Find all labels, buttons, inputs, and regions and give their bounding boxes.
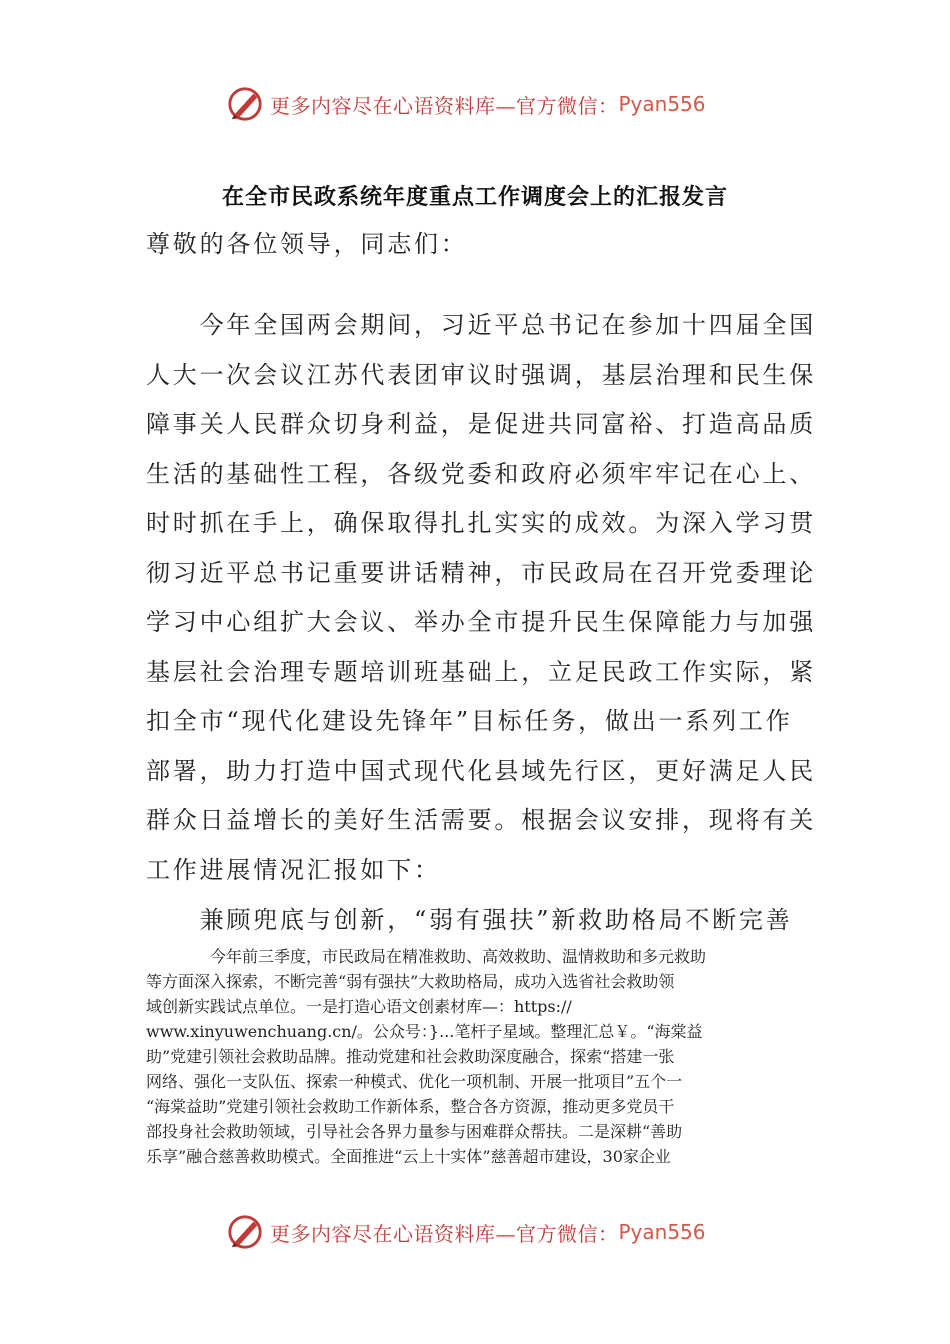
banner-brand-text: 更多内容尽在心语资料库—官方微信： — [270, 1221, 619, 1246]
body-line: 助”党建引领社会救助品牌。推动党建和社会救助深度融合，探索“搭建一张 — [146, 1047, 675, 1066]
footer-banner — [226, 1212, 706, 1252]
pen-logo-icon — [226, 85, 264, 123]
body-line: www.xinyuwenchuang.cn/。公众号：}...笔杆子星域。整理汇总￥。“海棠益 — [146, 1022, 703, 1041]
intro-line: 人大一次会议江苏代表团审议时强调，基层治理和民生保 — [146, 361, 816, 389]
banner-brand-text: 更多内容尽在心语资料库—官方微信： — [270, 93, 619, 118]
body-line: “海棠益助”党建引领社会救助工作新体系，整合各方资源，推动更多党员干 — [146, 1097, 675, 1116]
intro-line: 学习中心组扩大会议、举办全市提升民生保障能力与加强 — [146, 608, 816, 636]
banner-wechat-id: Pyan556 — [618, 1220, 706, 1244]
intro-line: 部署，助力打造中国式现代化县域先行区，更好满足人民 — [146, 757, 816, 785]
body-line: 网络、强化一支队伍、探索一种模式、优化一项机制、开展一批项目”五个一 — [146, 1072, 683, 1091]
intro-line: 时时抓在手上，确保取得扎扎实实的成效。为深入学习贯 — [146, 509, 816, 537]
body-line: 域创新实践试点单位。一是打造心语文创素材库—：https:// — [146, 997, 572, 1016]
salutation: 尊敬的各位领导，同志们： — [146, 230, 468, 258]
body-line: 部投身社会救助领域，引导社会各界力量参与困难群众帮扶。二是深耕“善助 — [146, 1122, 683, 1141]
intro-line: 群众日益增长的美好生活需要。根据会议安排，现将有关 — [146, 806, 816, 834]
intro-line: 工作进展情况汇报如下： — [146, 856, 441, 884]
pen-logo-icon — [226, 1213, 264, 1251]
intro-line: 扣全市“现代化建设先锋年”目标任务，做出一系列工作 — [146, 707, 793, 735]
document-title: 在全市民政系统年度重点工作调度会上的汇报发言 — [221, 185, 728, 210]
intro-line: 今年全国两会期间，习近平总书记在参加十四届全国 — [146, 311, 816, 339]
intro-line: 彻习近平总书记重要讲话精神，市民政局在召开党委理论 — [146, 559, 816, 587]
intro-line: 基层社会治理专题培训班基础上，立足民政工作实际，紧 — [146, 658, 816, 686]
body-line: 等方面深入探索，不断完善“弱有强扶”大救助格局，成功入选省社会救助领 — [146, 972, 675, 991]
header-banner — [226, 84, 706, 124]
intro-line: 生活的基础性工程，各级党委和政府必须牢牢记在心上、 — [146, 460, 816, 488]
intro-line: 障事关人民群众切身利益，是促进共同富裕、打造高品质 — [146, 410, 816, 438]
banner-wechat-id: Pyan556 — [618, 92, 706, 116]
body-line: 今年前三季度，市民政局在精准救助、高效救助、温情救助和多元救助 — [146, 947, 707, 966]
body-line: 乐享”融合慈善救助模式。全面推进“云上十实体”慈善超市建设，30家企业 — [146, 1147, 671, 1166]
section-heading: 兼顾兜底与创新，“弱有强扶”新救助格局不断完善 — [146, 906, 793, 934]
